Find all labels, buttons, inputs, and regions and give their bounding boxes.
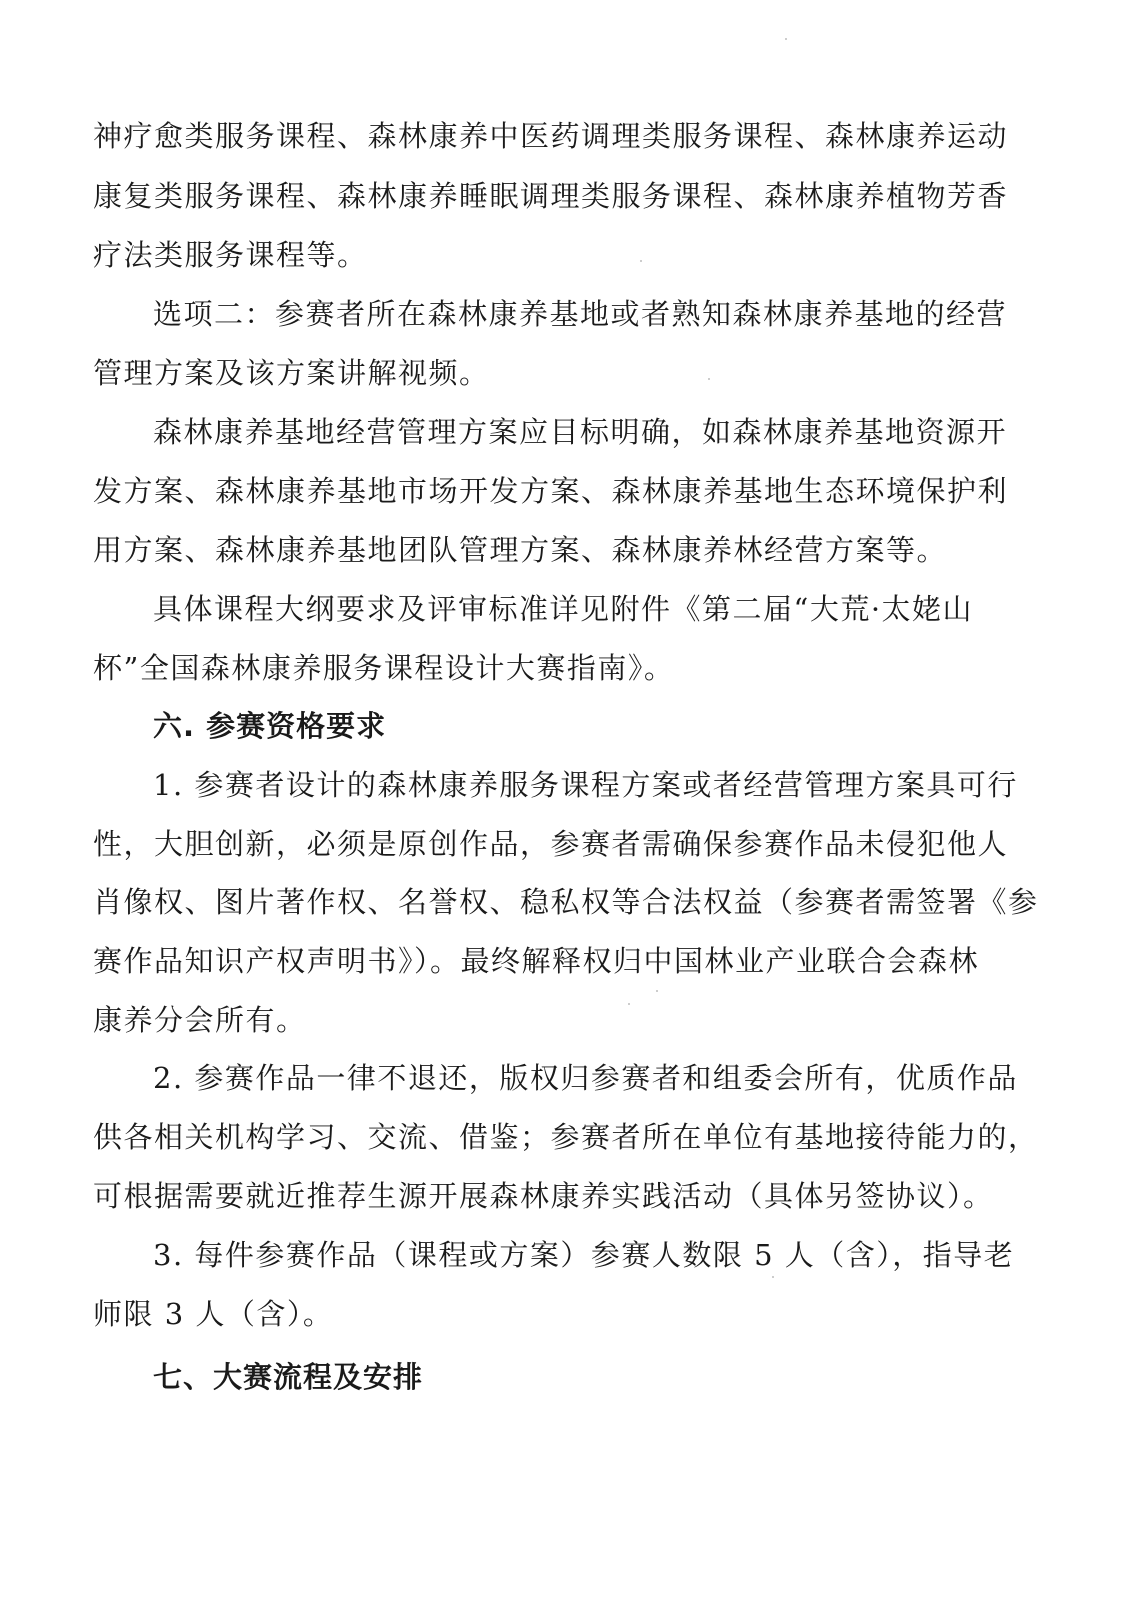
- scan-speck: [772, 1276, 774, 1278]
- paragraph-line: 杯”全国森林康养服务课程设计大赛指南》。: [93, 651, 675, 685]
- paragraph-line: 师限 3 人（含）。: [93, 1297, 334, 1331]
- scan-speck: [656, 990, 658, 992]
- paragraph-line: 1. 参赛者设计的森林康养服务课程方案或者经营管理方案具可行: [153, 768, 1018, 802]
- paragraph-line: 康养分会所有。: [93, 1003, 307, 1037]
- paragraph-line: 管理方案及该方案讲解视频。: [93, 356, 490, 390]
- paragraph-line: 森林康养基地经营管理方案应目标明确，如森林康养基地资源开: [153, 415, 1008, 449]
- paragraph-line: 供各相关机构学习、交流、借鉴；参赛者所在单位有基地接待能力的，: [93, 1120, 1039, 1154]
- scan-speck: [628, 1003, 630, 1005]
- paragraph-line: 3. 每件参赛作品（课程或方案）参赛人数限 5 人（含），指导老: [153, 1238, 1015, 1272]
- scan-speck: [640, 260, 642, 262]
- paragraph-line: 性，大胆创新，必须是原创作品，参赛者需确保参赛作品未侵犯他人: [93, 827, 1009, 861]
- paragraph-line: 康复类服务课程、森林康养睡眠调理类服务课程、森林康养植物芳香: [93, 179, 1009, 213]
- paragraph-line: 发方案、森林康养基地市场开发方案、森林康养基地生态环境保护利: [93, 474, 1009, 508]
- paragraph-line: 用方案、森林康养基地团队管理方案、森林康养林经营方案等。: [93, 533, 948, 567]
- paragraph-line: 疗法类服务课程等。: [93, 238, 368, 272]
- section-heading: 七、大赛流程及安排: [153, 1360, 424, 1394]
- paragraph-line: 可根据需要就近推荐生源开展森林康养实践活动（具体另签协议）。: [93, 1179, 994, 1213]
- paragraph-line: 2. 参赛作品一律不退还，版权归参赛者和组委会所有，优质作品: [153, 1061, 1018, 1095]
- paragraph-line: 神疗愈类服务课程、森林康养中医药调理类服务课程、森林康养运动: [93, 119, 1009, 153]
- paragraph-line: 具体课程大纲要求及评审标准详见附件《第二届“大荒·太姥山: [153, 592, 974, 626]
- paragraph-line: 赛作品知识产权声明书》）。最终解释权归中国林业产业联合会森林: [93, 944, 980, 978]
- section-heading: 六. 参赛资格要求: [153, 709, 387, 743]
- paragraph-line: 选项二：参赛者所在森林康养基地或者熟知森林康养基地的经营: [153, 297, 1008, 331]
- scan-speck: [708, 378, 710, 380]
- scan-speck: [785, 38, 787, 40]
- paragraph-line: 肖像权、图片著作权、名誉权、稳私权等合法权益（参赛者需签署《参: [93, 885, 1039, 919]
